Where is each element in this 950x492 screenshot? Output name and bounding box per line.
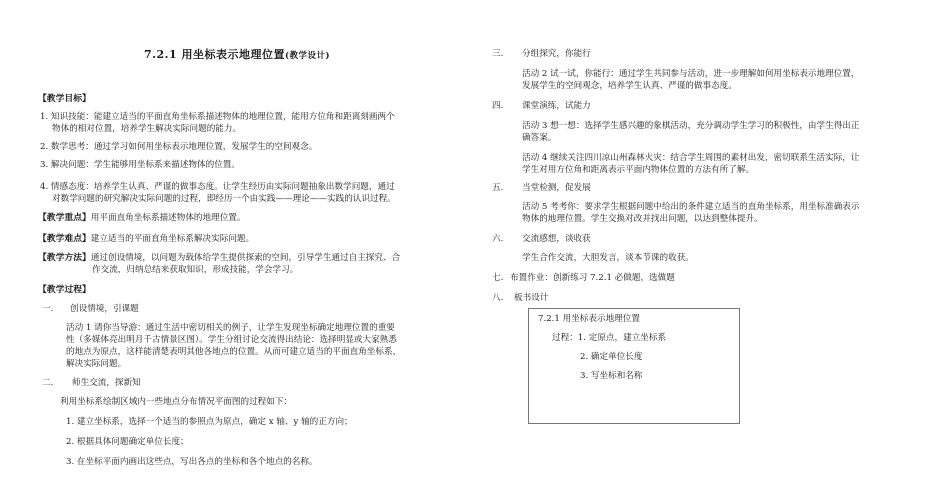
section-4-title: 课堂演练，试能力: [522, 101, 591, 111]
goal-line: 3. 解决问题：学生能够用坐标系来描述物体的位置。: [40, 160, 240, 170]
activity-2-line: 活动 2 试一试，你能行：通过学生共同参与活动，进一步理解如何用坐标表示地理位置，: [522, 69, 860, 79]
goals-heading: 【教学目标】: [38, 94, 91, 104]
difficulty-label: 【教学难点】: [38, 234, 91, 244]
section-8-num: 八.: [492, 293, 504, 303]
step-line: 2. 根据具体问题确定单位长度；: [66, 437, 189, 447]
difficulty-text: 建立适当的平面直角坐标系解决实际问题。: [90, 234, 255, 244]
section-5-num: 五.: [492, 183, 504, 193]
activity-2-line: 发展学生的空间观念，培养学生认真、严谨的做事态度。: [522, 81, 737, 91]
goal-line: 1. 知识技能：能建立适当的平面直角坐标系描述物体的地理位置，能用方位角和距离刻画两个: [40, 112, 395, 122]
activity-1-line: 活动 1 请你当导游：通过生活中密切相关的例子，让学生发现坐标确定地理位置的重要: [66, 323, 395, 333]
section-3-title: 分组探究，你能行: [522, 49, 591, 59]
activity-1-line: 性（多媒体亮出明月千古情景区图）。学生分组讨论交流得出结论：选择明显或大家熟悉: [66, 335, 397, 345]
activity-5-line: 物体的地理位置。学生交换对改并找出问题，以达到整体提升。: [522, 214, 763, 224]
activity-1-line: 解决实际问题。: [66, 359, 127, 369]
activity-1-line: 的地点为原点，这样能清楚表明其他各地点的位置。从而可建立适当的平面直角坐标系，: [66, 347, 402, 357]
section-1-num: 一.: [42, 304, 54, 314]
step-line: 1. 建立坐标系，选择一个适当的参照点为原点，确定 x 轴、y 轴的正方向；: [66, 417, 353, 427]
section-7-num: 七.: [492, 273, 504, 283]
board-item: 1. 定原点，建立坐标系: [577, 333, 667, 343]
board-label: 过程：: [552, 333, 578, 343]
method-label: 【教学方法】: [38, 253, 91, 263]
section-6-title: 交流感想，谈收获: [522, 234, 591, 244]
section-1-title: 创设情境，引课题: [70, 304, 139, 314]
board-title: 7.2.1 用坐标表示地理位置: [538, 314, 640, 324]
section-6-num: 六.: [492, 234, 504, 244]
section-5-title: 当堂检测，促发展: [522, 183, 591, 193]
section-2-intro: 利用坐标系绘制区域内一些地点分布情况平面图的过程如下：: [60, 397, 293, 407]
blackboard-design-box: [528, 308, 740, 424]
goal-line: 4. 情感态度：培养学生认真、严谨的做事态度。让学生经历由实际问题抽象出数学问题，通过: [40, 182, 395, 192]
activity-4-line: 学生对用方位角和距离表示平面内物体位置的方法有所了解。: [522, 165, 755, 175]
goal-line: 对数学问题的研究解决实际问题的过程，即经历一个由实践——理论——实践的认识过程。: [52, 194, 396, 204]
section-6-text: 学生合作交流，大胆发言，谈本节课的收获。: [522, 253, 694, 263]
board-process-line: [552, 332, 666, 344]
section-8-title: 板书设计: [514, 293, 549, 303]
section-2-num: 二.: [42, 378, 54, 388]
activity-3-line: 确答案。: [522, 133, 557, 143]
section-4-num: 四.: [492, 101, 504, 111]
board-item: 2. 确定单位长度: [580, 352, 643, 362]
step-line: 3. 在坐标平面内画出这些点，写出各点的坐标和各个地点的名称。: [66, 457, 318, 467]
activity-4-line: 活动 4 继续关注四川凉山州森林火灾：结合学生周围的素材出发，密切联系生活实际，让: [522, 153, 860, 163]
key-point: [38, 212, 246, 224]
title-main: 7.2.1 用坐标表示地理位置: [144, 48, 285, 61]
process-heading: 【教学过程】: [38, 285, 91, 295]
difficulty-point: [38, 233, 254, 245]
activity-3-line: 活动 3 想一想：选择学生感兴趣的象棋活动，充分调动学生学习的积极性，由学生得出正: [522, 121, 860, 131]
board-item: 3. 写坐标和名称: [580, 371, 643, 381]
goal-line: 2. 数学思考：通过学习如何用坐标表示地理位置，发展学生的空间观念。: [40, 142, 318, 152]
goal-line: 物体的相对位置，培养学生解决实际问题的能力。: [52, 124, 242, 134]
section-3-num: 三.: [492, 49, 504, 59]
document-title: [144, 49, 330, 62]
key-label: 【教学重点】: [38, 213, 91, 223]
section-2-title: 师生交流，探新知: [72, 378, 141, 388]
key-text: 用平面直角坐标系描述物体的地理位置。: [90, 213, 246, 223]
title-sub: (教学设计): [284, 51, 330, 61]
method-text-cont: 作交流，归纳总结来获取知识，形成技能，学会学习。: [92, 265, 299, 275]
section-7-title: 布置作业：创新练习 7.2.1 必做题，选做题: [510, 273, 675, 283]
method-point: [38, 252, 400, 264]
activity-5-line: 活动 5 考考你：要求学生根据问题中给出的条件建立适当的直角坐标系，用坐标准确表示: [522, 202, 860, 212]
method-text: 通过创设情境，以问题为载体给学生提供探索的空间，引导学生通过自主探究、合: [90, 253, 401, 263]
